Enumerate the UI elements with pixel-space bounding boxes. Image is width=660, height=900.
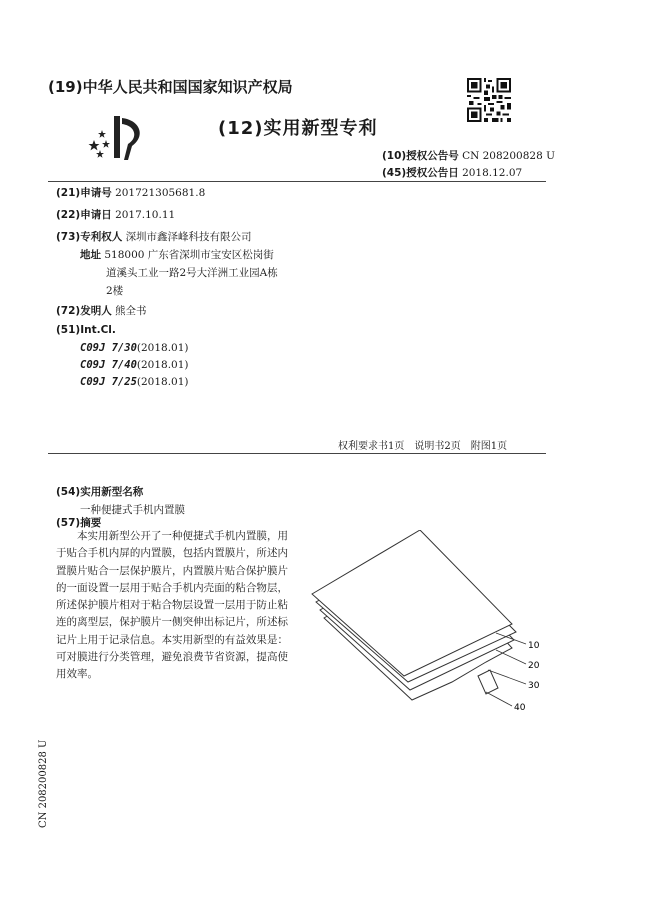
marker-tab bbox=[478, 670, 498, 694]
application-date: 2017.10.11 bbox=[115, 209, 176, 221]
publication-date: 2018.12.07 bbox=[462, 167, 523, 179]
ipc-code: C09J 7/25 bbox=[80, 376, 137, 388]
application-number-row bbox=[56, 185, 205, 200]
application-number: 201721305681.8 bbox=[115, 187, 206, 199]
ipc-label: (51)Int.Cl. bbox=[56, 324, 116, 336]
application-date-row bbox=[56, 207, 175, 222]
figure-label-40: 40 bbox=[514, 703, 526, 713]
ipc-year: (2018.01) bbox=[136, 376, 189, 388]
publication-date-label: (45)授权公告日 bbox=[382, 167, 459, 179]
ipc-code: C09J 7/40 bbox=[80, 359, 137, 371]
address-line-2: 道溪头工业一路2号大洋洲工业园A栋 bbox=[106, 267, 278, 279]
side-publication-number: CN 208200828 U bbox=[38, 739, 49, 828]
publication-number-label: (10)授权公告号 bbox=[382, 150, 459, 162]
title-label: (54)实用新型名称 bbox=[56, 486, 144, 498]
pages-summary: 权利要求书1页 说明书2页 附图1页 bbox=[338, 441, 508, 452]
figure-label-10: 10 bbox=[528, 641, 540, 651]
patentee-label: (73)专利权人 bbox=[56, 231, 123, 243]
ipc-classification bbox=[80, 359, 189, 371]
figure-label-20: 20 bbox=[528, 661, 540, 671]
inventor-name: 熊全书 bbox=[115, 305, 147, 317]
application-number-label: (21)申请号 bbox=[56, 187, 112, 199]
section-divider bbox=[48, 453, 546, 454]
patentee-name: 深圳市鑫泽峰科技有限公司 bbox=[125, 231, 252, 243]
ipc-classification bbox=[80, 376, 189, 388]
application-date-label: (22)申请日 bbox=[56, 209, 112, 221]
abstract-text: 本实用新型公开了一种便捷式手机内置膜，用于贴合手机内屏的内置膜，包括内置膜片，所述内置膜片贴合一层保护膜片，内置膜片贴合保护膜片的一面设置一层用于贴合手机内壳面的粘合物层，所述保护膜片相对于粘合物层设置一层用于防止粘连的离型层，保护膜片一侧突伸出标记片，所述标记片上用于记录信息。本实用新型的有益效果是：可对膜进行分类管理，避免浪费节省资源，提高使用效率。 bbox=[56, 530, 288, 681]
patentee-row bbox=[56, 229, 252, 244]
qr-code-icon bbox=[467, 78, 511, 122]
office-name: (19)中华人民共和国国家知识产权局 bbox=[48, 78, 293, 96]
publication-number: CN 208200828 U bbox=[462, 150, 555, 162]
publication-date-row bbox=[382, 165, 522, 180]
ipc-code: C09J 7/30 bbox=[80, 342, 137, 354]
header-divider bbox=[48, 181, 546, 182]
publication-number-row bbox=[382, 148, 555, 163]
address-line-3: 2楼 bbox=[106, 285, 124, 297]
ipc-year: (2018.01) bbox=[136, 342, 189, 354]
ipc-year: (2018.01) bbox=[136, 359, 189, 371]
cnipa-emblem-logo bbox=[84, 112, 152, 162]
address-label: 地址 bbox=[80, 249, 101, 261]
utility-model-title: 一种便捷式手机内置膜 bbox=[80, 504, 185, 516]
figure-label-30: 30 bbox=[528, 681, 540, 691]
layered-film-figure bbox=[300, 530, 550, 720]
ipc-classification bbox=[80, 342, 189, 354]
inventor-label: (72)发明人 bbox=[56, 305, 112, 317]
abstract-label: (57)摘要 bbox=[56, 517, 102, 529]
address-line-1: 518000 广东省深圳市宝安区松岗街 bbox=[104, 249, 274, 261]
inventor-row bbox=[56, 303, 147, 318]
address-row bbox=[80, 247, 274, 262]
document-type: (12)实用新型专利 bbox=[218, 118, 378, 139]
